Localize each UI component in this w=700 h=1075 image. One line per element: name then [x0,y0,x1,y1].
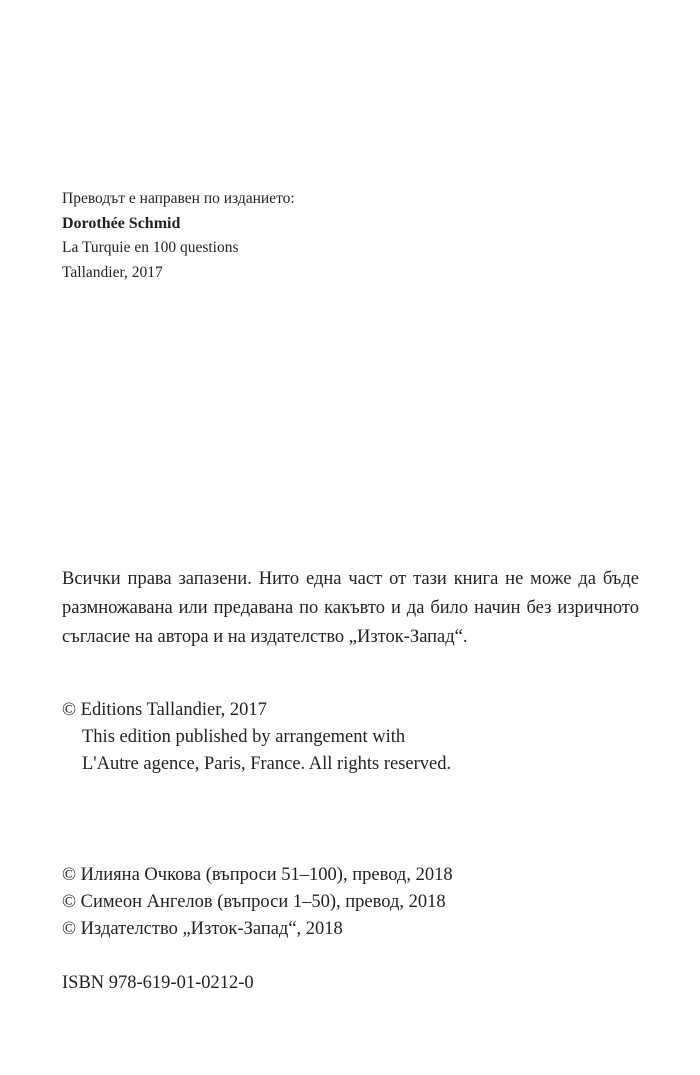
rights-notice-block [62,565,639,652]
source-edition-block [62,187,295,285]
original-copyright-line-1: © Editions Tallandier, 2017 [62,700,267,720]
original-copyright-block [62,697,451,778]
translation-copyright-line: © Илияна Очкова (въпроси 51–100), превод, 2018 [62,865,453,885]
original-copyright-line-3: L'Autre agence, Paris, France. All rights reserved. [82,754,452,774]
publisher-copyright-line: © Издателство „Изток-Запад“, 2018 [62,919,343,939]
source-publisher-year: Tallandier, 2017 [62,263,163,281]
source-original-title: La Turquie en 100 questions [62,239,239,256]
translation-copyrights-block [62,862,453,943]
original-copyright-line-2: This edition published by arrangement with [82,727,406,747]
isbn-block [62,970,254,997]
source-intro: Преводът е направен по изданието: [62,190,295,207]
isbn: ISBN 978-619-01-0212-0 [62,973,254,993]
rights-notice: Всички права запазени. Нито една част от тази книга не може да бъде размножавана или предавана по какъвто и да било начин без изричното съгласие на автора и на издателство „Изток-Запад“. [62,569,639,647]
source-author: Dorothée Schmid [62,214,181,232]
translation-copyright-line: © Симеон Ангелов (въпроси 1–50), превод, 2018 [62,892,446,912]
